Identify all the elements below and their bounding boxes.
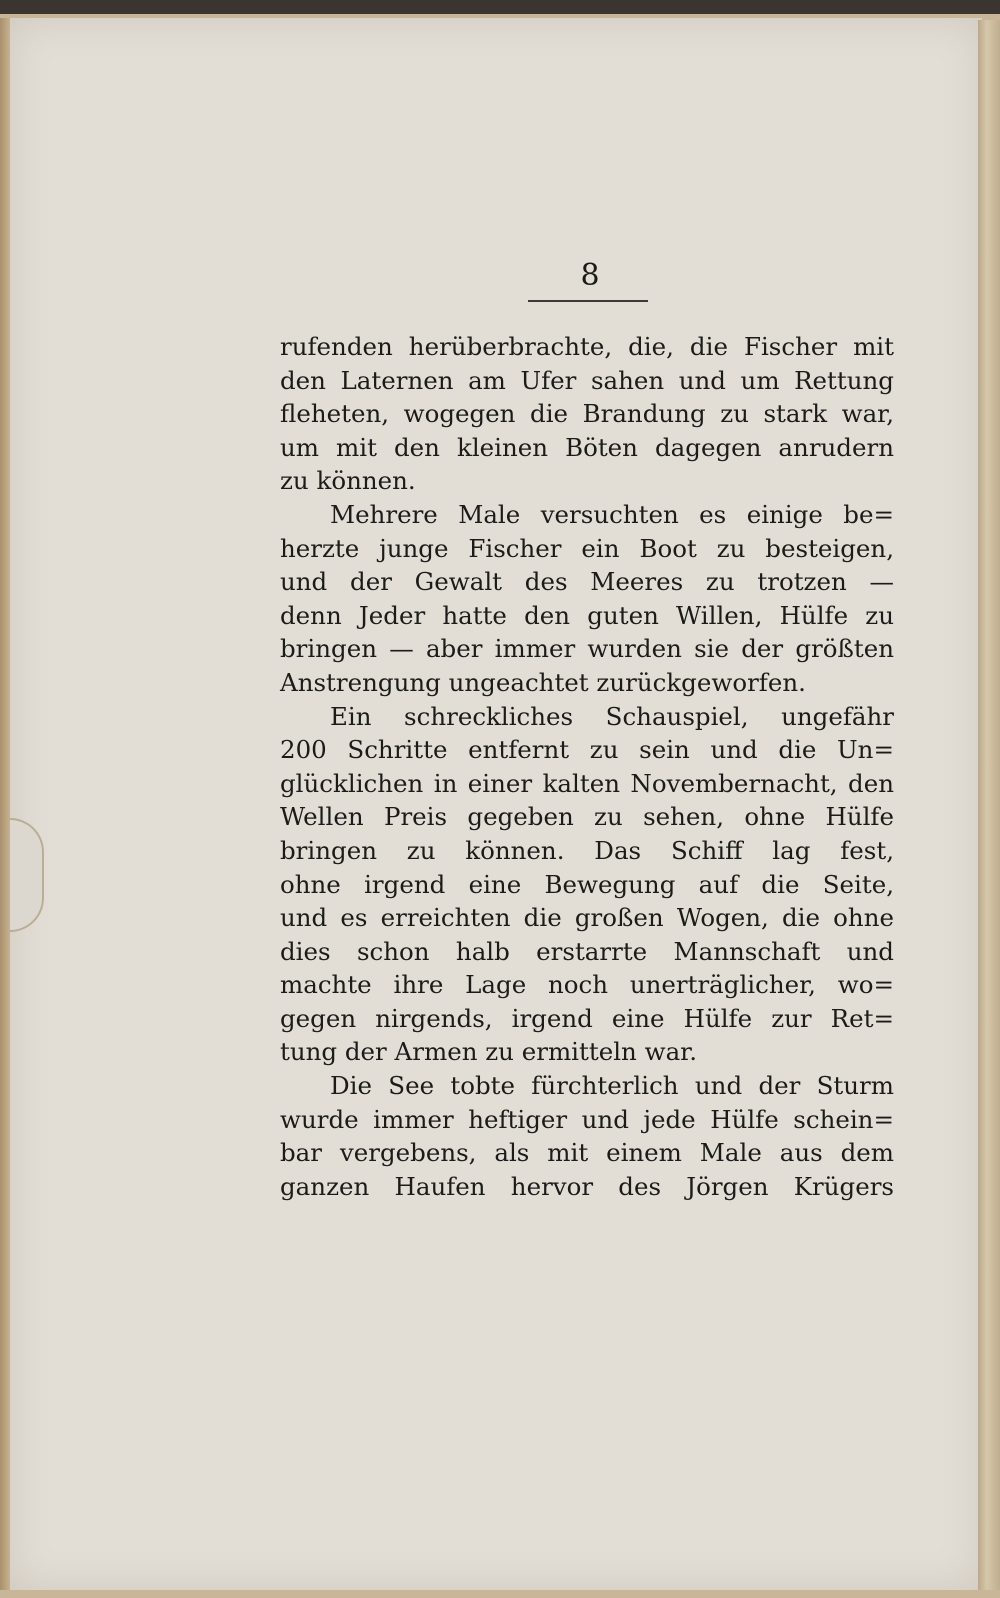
- header-rule: [528, 300, 648, 302]
- text-line: herzte junge Fischer ein Boot zu besteigen,: [280, 533, 894, 563]
- text-line: gegen nirgends, irgend eine Hülfe zur Ret=: [280, 1003, 894, 1033]
- page-number: 8: [580, 258, 600, 293]
- text-line: und der Gewalt des Meeres zu trotzen —: [280, 567, 894, 597]
- text-line: wurde immer heftiger und jede Hülfe schein=: [280, 1104, 894, 1134]
- text-line: bringen zu können. Das Schiff lag fest,: [280, 835, 894, 865]
- body-text: [280, 330, 894, 1203]
- text-line: fleheten, wogegen die Brandung zu stark war,: [280, 399, 894, 429]
- text-line: 200 Schritte entfernt zu sein und die Un=: [280, 735, 894, 765]
- page-tab-marker: [10, 818, 44, 932]
- text-line: glücklichen in einer kalten Novembernacht, den: [280, 768, 894, 798]
- text-line: ganzen Haufen hervor des Jörgen Krügers: [280, 1171, 894, 1201]
- text-line: ohne irgend eine Bewegung auf die Seite,: [280, 869, 894, 899]
- text-line: machte ihre Lage noch unerträglicher, wo=: [280, 970, 894, 1000]
- text-line: Ein schreckliches Schauspiel, ungefähr: [330, 701, 894, 731]
- book-right-edge: [978, 20, 1000, 1590]
- text-line: und es erreichten die großen Wogen, die ohne: [280, 903, 894, 933]
- text-line: tung der Armen zu ermitteln war.: [280, 1037, 697, 1067]
- scan-top-border: [0, 0, 1000, 14]
- text-line: Die See tobte fürchterlich und der Sturm: [330, 1071, 894, 1101]
- text-line: Wellen Preis gegeben zu sehen, ohne Hülfe: [280, 802, 894, 832]
- text-line: den Laternen am Ufer sahen und um Rettung: [280, 365, 894, 395]
- text-line: um mit den kleinen Böten dagegen anrudern: [280, 432, 894, 462]
- text-line: Anstrengung ungeachtet zurückgeworfen.: [280, 667, 806, 697]
- text-line: bringen — aber immer wurden sie der größten: [280, 634, 894, 664]
- text-line: rufenden herüberbrachte, die, die Fischer mit: [280, 332, 894, 361]
- text-line: zu können.: [280, 466, 416, 496]
- text-line: dies schon halb erstarrte Mannschaft und: [280, 936, 894, 966]
- text-line: Mehrere Male versuchten es einige be=: [330, 499, 894, 529]
- text-line: denn Jeder hatte den guten Willen, Hülfe zu: [280, 600, 894, 630]
- text-line: bar vergebens, als mit einem Male aus dem: [280, 1138, 894, 1168]
